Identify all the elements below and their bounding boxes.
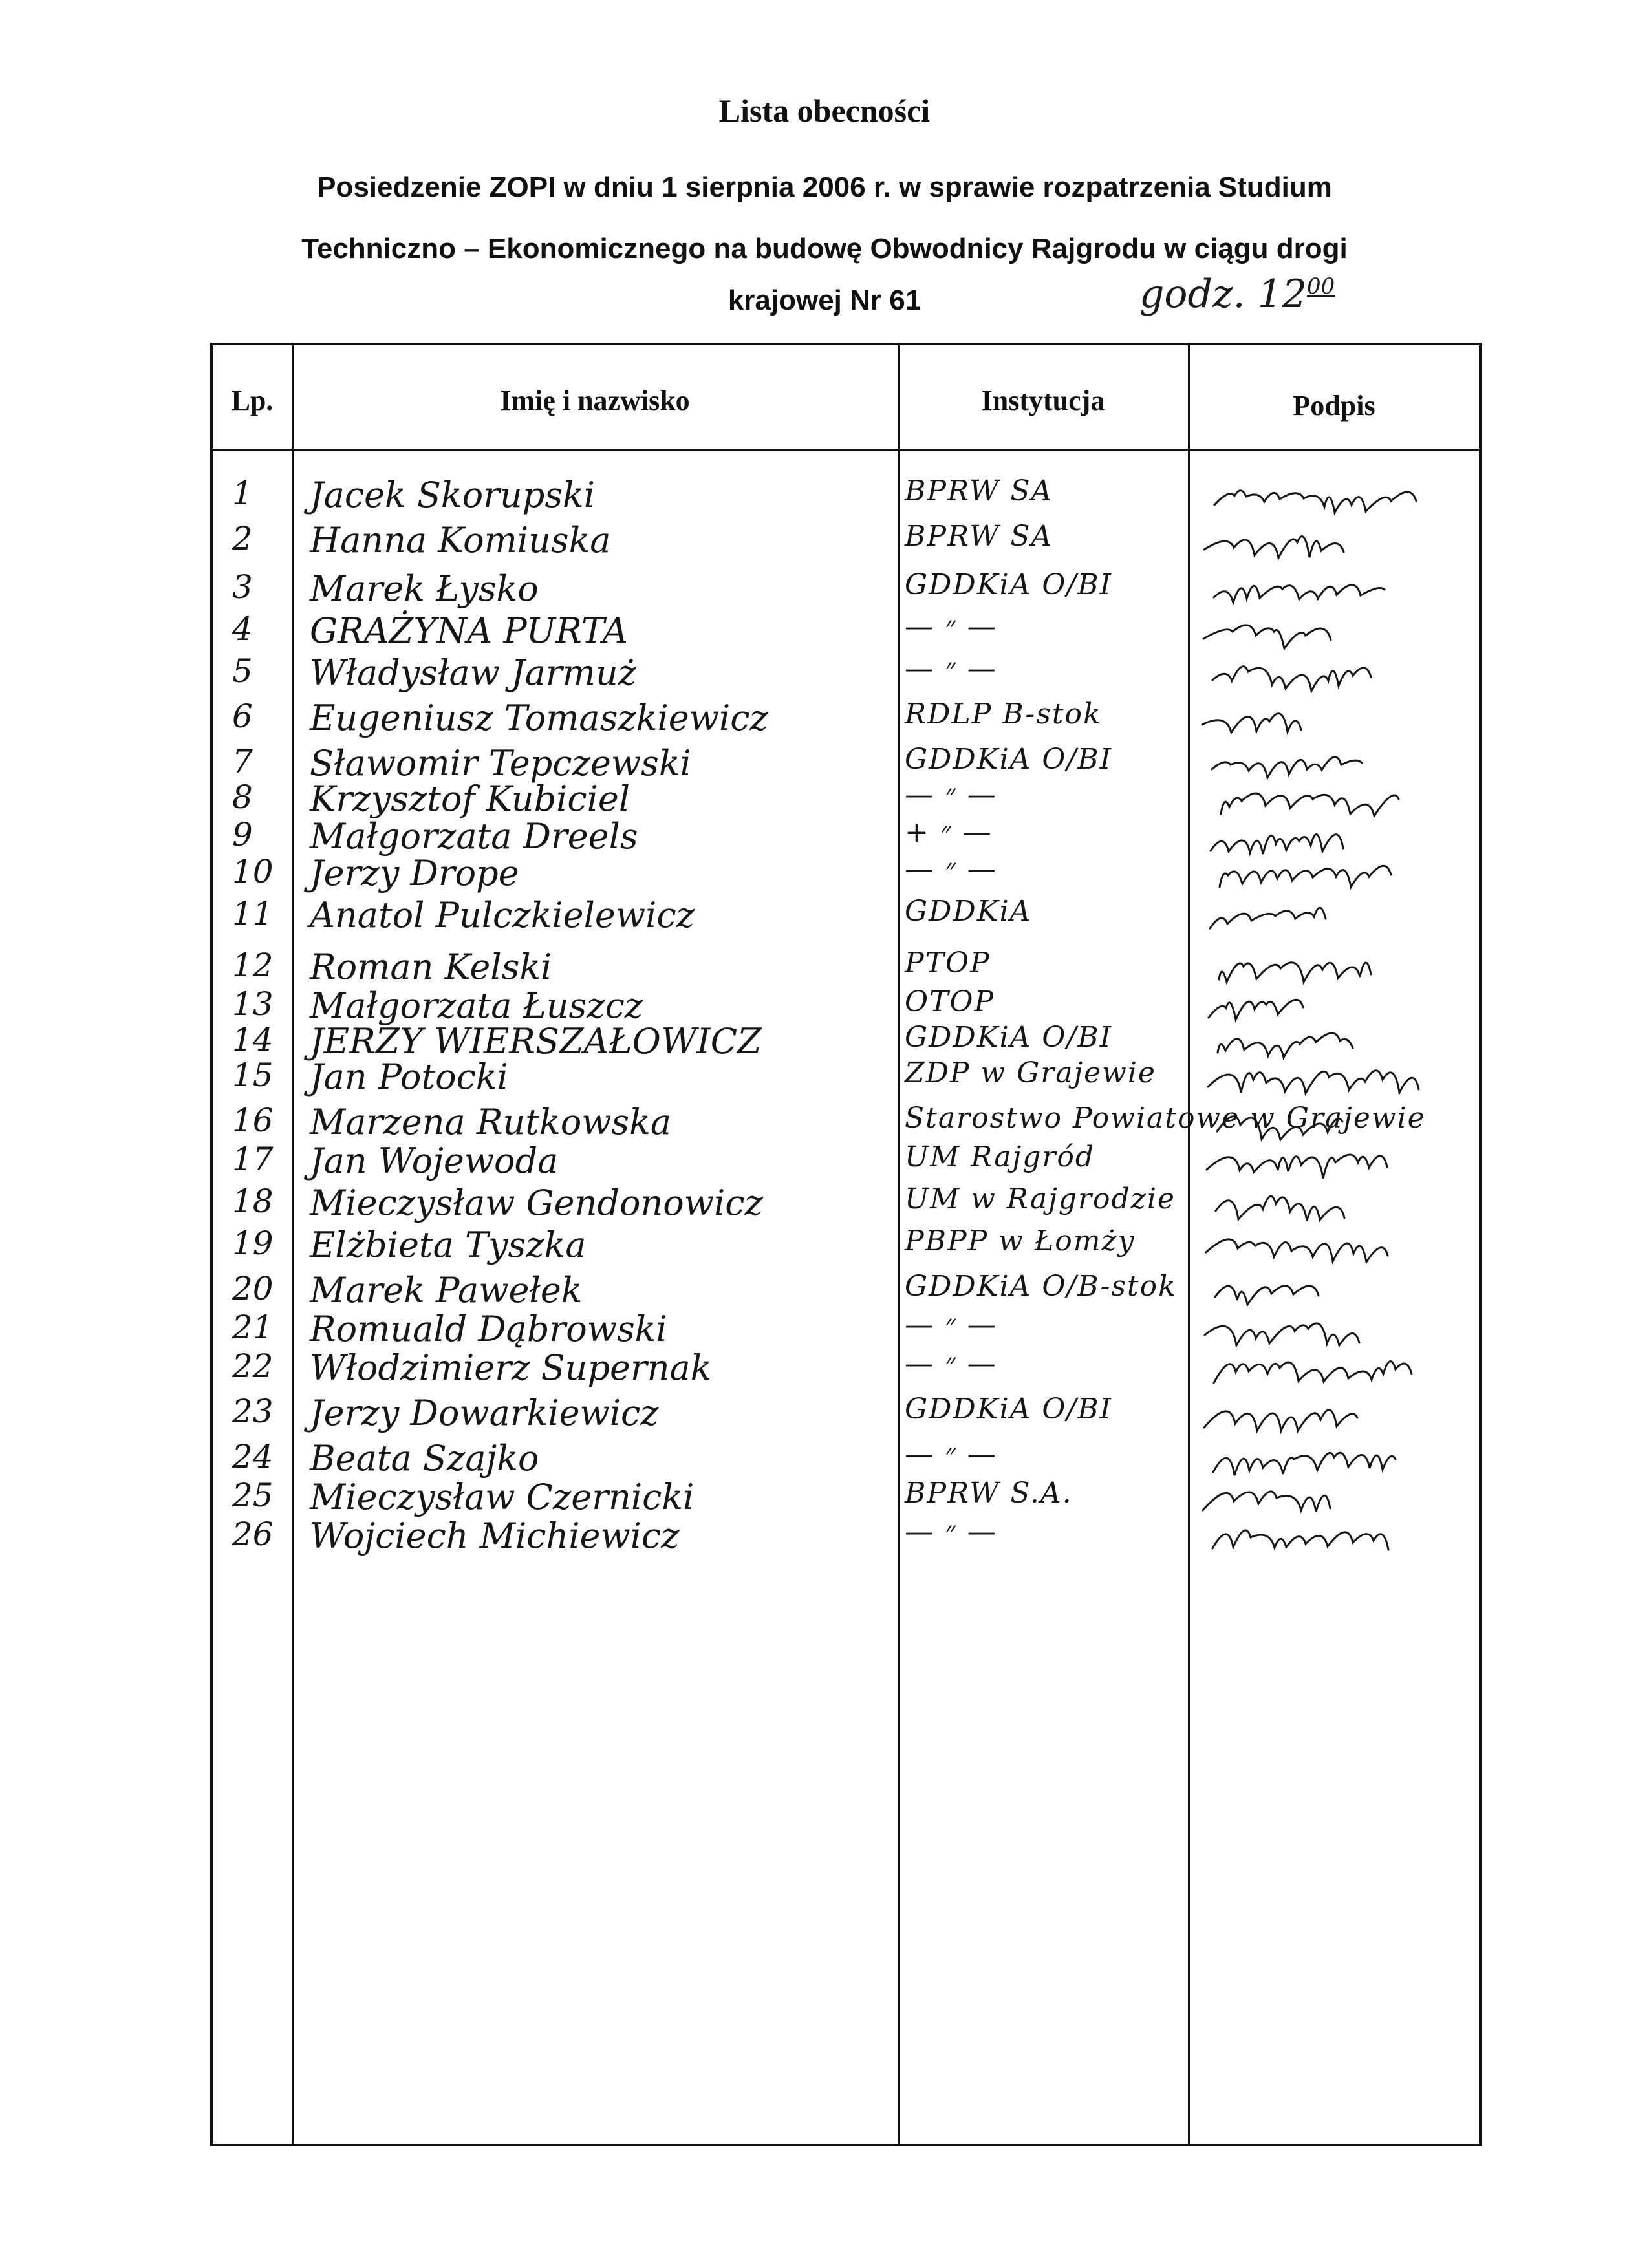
row-name: Jacek Skorupski <box>310 475 596 515</box>
table-row <box>213 1056 1480 1099</box>
signature-image <box>1189 1347 1474 1390</box>
signature-image <box>1189 1309 1474 1351</box>
header-institution: Instytucja <box>981 385 1105 416</box>
row-lp: 7 <box>232 743 253 780</box>
row-lp: 15 <box>232 1056 274 1094</box>
table-row <box>213 520 1480 562</box>
row-institution: — ״ — <box>905 652 997 685</box>
row-lp: 26 <box>232 1515 274 1553</box>
row-institution: GDDKiA O/BI <box>905 743 1113 776</box>
row-name: Sławomir Tepczewski <box>310 743 691 784</box>
table-row <box>213 1102 1480 1144</box>
table-row <box>213 1182 1480 1225</box>
row-institution: — ״ — <box>905 610 997 643</box>
row-lp: 2 <box>232 520 253 557</box>
row-name: Marek Łysko <box>310 568 539 609</box>
row-name: Mieczysław Gendonowicz <box>310 1182 763 1223</box>
row-name: Małgorzata Dreels <box>310 816 638 857</box>
signature-image <box>1189 520 1474 562</box>
row-institution: PTOP <box>905 947 991 979</box>
subtitle-line-1: Posiedzenie ZOPI w dniu 1 sierpnia 2006 r. w sprawie rozpatrzenia Studium <box>317 171 1332 203</box>
row-lp: 16 <box>232 1102 274 1139</box>
row-institution: — ״ — <box>905 1515 997 1548</box>
table-row <box>213 947 1480 989</box>
row-name: Władysław Jarmuż <box>310 652 637 693</box>
row-name: Beata Szajko <box>310 1438 539 1479</box>
row-institution: BPRW SA <box>905 475 1053 508</box>
table-row <box>213 1309 1480 1351</box>
row-lp: 8 <box>232 778 253 816</box>
row-lp: 1 <box>232 475 253 512</box>
row-lp: 4 <box>232 610 253 648</box>
signature-image <box>1189 1225 1474 1267</box>
row-name: Jerzy Dowarkiewicz <box>310 1393 659 1433</box>
signature-image <box>1189 698 1474 740</box>
time-note-prefix: godz. 12 <box>1139 272 1308 317</box>
row-name: Elżbieta Tyszka <box>310 1225 587 1265</box>
table-row <box>213 1438 1480 1481</box>
signature-image <box>1189 1393 1474 1435</box>
table-row <box>213 895 1480 937</box>
time-note <box>1139 272 1335 317</box>
row-name: Hanna Komiuska <box>310 520 611 561</box>
row-name: Eugeniusz Tomaszkiewicz <box>310 698 768 738</box>
signature-image <box>1189 853 1474 895</box>
row-lp: 5 <box>232 652 253 690</box>
row-name: Anatol Pulczkielewicz <box>310 895 695 936</box>
row-name: Jan Wojewoda <box>310 1140 559 1181</box>
signature-image <box>1189 1438 1474 1481</box>
row-lp: 24 <box>232 1438 274 1475</box>
signature-image <box>1189 778 1474 821</box>
row-name: Romuald Dąbrowski <box>310 1309 667 1349</box>
row-name: JERZY WIERSZAŁOWICZ <box>310 1021 762 1062</box>
signature-image <box>1189 1182 1474 1225</box>
row-institution: — ״ — <box>905 778 997 811</box>
table-row <box>213 610 1480 653</box>
signature-image <box>1189 1515 1474 1558</box>
row-institution: UM Rajgród <box>905 1140 1095 1173</box>
row-lp: 21 <box>232 1309 274 1346</box>
time-note-minutes: 00 <box>1307 273 1335 299</box>
row-institution: UM w Rajgrodzie <box>905 1182 1176 1215</box>
table-row <box>213 1225 1480 1267</box>
row-institution: — ״ — <box>905 853 997 886</box>
signature-image <box>1189 1477 1474 1519</box>
row-lp: 13 <box>232 985 274 1023</box>
signature-image <box>1189 1140 1474 1183</box>
row-institution: + ״ — <box>905 816 993 849</box>
row-lp: 18 <box>232 1182 274 1220</box>
table-row <box>213 652 1480 695</box>
table-row <box>213 475 1480 517</box>
row-name: Wojciech Michiewicz <box>310 1515 680 1556</box>
signature-image <box>1189 610 1474 653</box>
row-name: Mieczysław Czernicki <box>310 1477 695 1517</box>
header-name: Imię i nazwisko <box>500 385 690 416</box>
header-divider <box>213 449 1479 451</box>
row-name: Jan Potocki <box>310 1056 508 1097</box>
table-row <box>213 568 1480 611</box>
row-lp: 19 <box>232 1225 274 1262</box>
table-row <box>213 1270 1480 1312</box>
row-institution: GDDKiA O/BI <box>905 568 1113 601</box>
row-institution: GDDKiA <box>905 895 1032 928</box>
table-row <box>213 1347 1480 1390</box>
subtitle-line-2: Techniczno – Ekonomicznego na budowę Obwodnicy Rajgrodu w ciągu drogi <box>301 233 1348 264</box>
row-name: Marek Pawełek <box>310 1270 583 1311</box>
row-lp: 6 <box>232 698 253 735</box>
table-row <box>213 1393 1480 1435</box>
row-lp: 9 <box>232 816 253 853</box>
row-name: Roman Kelski <box>310 947 552 987</box>
header-lp: Lp. <box>231 385 274 416</box>
header-signature: Podpis <box>1293 390 1375 422</box>
signature-image <box>1189 475 1474 517</box>
signature-image <box>1189 1102 1474 1144</box>
signature-image <box>1189 568 1474 611</box>
row-institution: PBPP w Łomży <box>905 1225 1136 1257</box>
row-lp: 17 <box>232 1140 274 1178</box>
signature-image <box>1189 1270 1474 1312</box>
signature-image <box>1189 1056 1474 1099</box>
row-name: Włodzimierz Supernak <box>310 1347 712 1388</box>
table-row <box>213 1515 1480 1558</box>
document-title: Lista obecności <box>718 92 931 129</box>
row-lp: 23 <box>232 1393 274 1430</box>
row-lp: 22 <box>232 1347 274 1385</box>
row-name: Jerzy Drope <box>310 853 519 893</box>
signature-image <box>1189 895 1474 937</box>
table-row <box>213 1140 1480 1183</box>
row-institution: GDDKiA O/B-stok <box>905 1270 1177 1303</box>
row-lp: 12 <box>232 947 274 984</box>
row-name: Marzena Rutkowska <box>310 1102 672 1142</box>
row-institution: ZDP w Grajewie <box>905 1056 1156 1089</box>
table-row <box>213 1477 1480 1519</box>
row-institution: OTOP <box>905 985 995 1018</box>
row-institution: BPRW SA <box>905 520 1053 553</box>
row-lp: 10 <box>232 853 274 890</box>
row-institution: RDLP B-stok <box>905 698 1102 731</box>
row-institution: — ״ — <box>905 1347 997 1380</box>
row-lp: 20 <box>232 1270 274 1307</box>
row-name: GRAŻYNA PURTA <box>310 610 629 651</box>
row-name: Małgorzata Łuszcz <box>310 985 643 1026</box>
row-lp: 14 <box>232 1021 274 1058</box>
row-institution: — ״ — <box>905 1438 997 1471</box>
signature-image <box>1189 652 1474 695</box>
row-institution: Starostwo Powiatowe w Grajewie <box>905 1102 1426 1135</box>
row-lp: 11 <box>232 895 274 932</box>
table-row <box>213 853 1480 895</box>
row-institution: GDDKiA O/BI <box>905 1021 1113 1054</box>
attendance-table <box>210 343 1482 2146</box>
row-institution: GDDKiA O/BI <box>905 1393 1113 1426</box>
row-institution: BPRW S.A. <box>905 1477 1073 1510</box>
row-institution: — ״ — <box>905 1309 997 1342</box>
table-row <box>213 778 1480 821</box>
row-name: Krzysztof Kubiciel <box>310 778 630 819</box>
row-lp: 25 <box>232 1477 274 1514</box>
signature-image <box>1189 947 1474 989</box>
row-lp: 3 <box>232 568 253 606</box>
table-row <box>213 698 1480 740</box>
subtitle-line-3: krajowej Nr 61 <box>727 284 921 316</box>
